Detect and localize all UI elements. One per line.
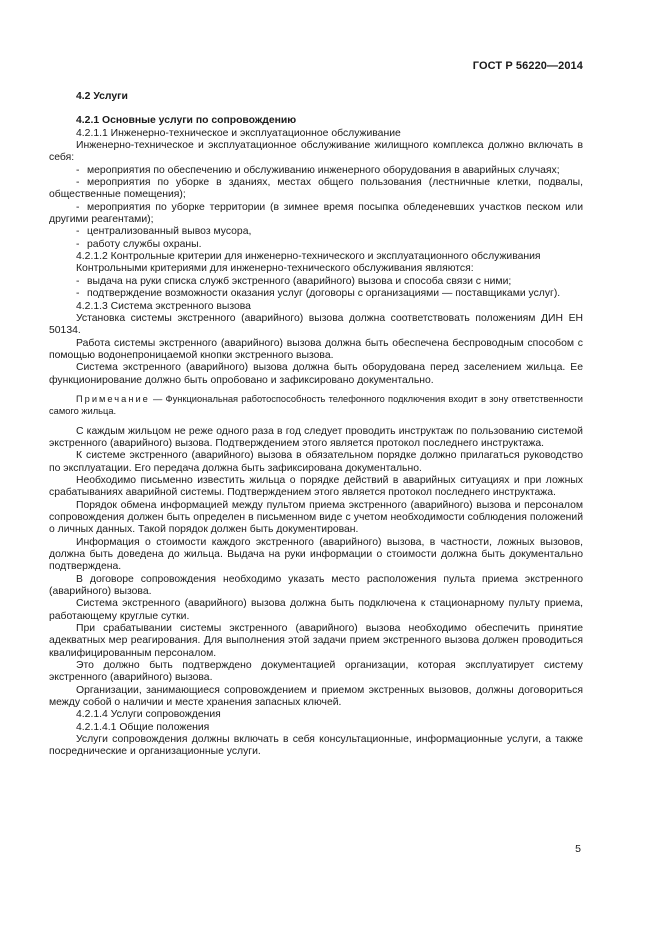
dash-marker: -	[76, 238, 80, 250]
paragraph: Система экстренного (аварийного) вызова должна быть подключена к стационарному пульту приема, работающему круглые сутки.	[49, 598, 583, 622]
document-body	[49, 91, 583, 759]
paragraph: 4.2.1.3 Система экстренного вызова	[76, 300, 251, 312]
paragraph: Инженерно-техническое и эксплуатационное обслуживание жилищного комплекса должно включать в себя:	[49, 140, 583, 164]
list-item: - выдача на руки списка служб экстренного (аварийного) вызова и способа связи с ними;	[76, 275, 512, 287]
paragraph: Контрольными критериями для инженерно-технического обслуживания являются:	[76, 263, 474, 275]
paragraph: Услуги сопровождения должны включать в себя консультационные, информационные услуги, а также посреднические и организационные услуги.	[49, 734, 583, 758]
note	[49, 393, 583, 418]
paragraph: С каждым жильцом не реже одного раза в год следует проводить инструктаж по пользованию системой экстренного (аварийного) вызова. Подтверждением этого является протокол последнего инструктажа.	[49, 425, 583, 449]
dash-marker: -	[76, 275, 80, 287]
note-label: Примечание	[76, 393, 150, 404]
dash-marker: -	[76, 164, 80, 176]
dash-marker: -	[76, 226, 80, 238]
paragraph: Необходимо письменно известить жильца о порядке действий в аварийных ситуациях и при ложных срабатываниях аварийной системы. Подтверждением этого является протокол последнего инструктажа.	[49, 474, 583, 499]
document-code: ГОСТ Р 56220—2014	[472, 60, 583, 72]
paragraph: В договоре сопровождения необходимо указать место расположения пульта приема экстренного (аварийного) вызова.	[49, 573, 583, 597]
note-text: — Функциональная работоспособность телефонного подключения входит в зону ответственности самого жильца.	[49, 393, 583, 417]
list-item: - централизованный вывоз мусора,	[76, 226, 252, 238]
paragraph: 4.2.1.4 Услуги сопровождения	[76, 709, 221, 721]
list-item: - подтверждение возможности оказания услуг (договоры с организациями — поставщиками услуг).	[76, 288, 561, 300]
paragraph: Установка системы экстренного (аварийного) вызова должна соответствовать положениям ДИН ЕН 50134.	[49, 312, 583, 337]
paragraph: 4.2.1.4.1 Общие положения	[76, 721, 210, 733]
paragraph: Работа системы экстренного (аварийного) вызова должна быть обеспечена беспроводным способом с помощью водонепроницаемой кнопки экстренного вызова.	[49, 337, 583, 361]
section-heading-4-2: 4.2 Услуги	[76, 91, 128, 102]
dash-marker: -	[76, 177, 80, 189]
paragraph: 4.2.1.2 Контрольные критерии для инженерно-технического и эксплуатационного обслуживания	[76, 251, 541, 263]
paragraph: Организации, занимающиеся сопровождением и приемом экстренных вызовов, должны договориться между собой о наличии и месте хранения запасных ключей.	[49, 684, 583, 709]
page-number: 5	[575, 843, 581, 855]
paragraph: 4.2.1.1 Инженерно-техническое и эксплуатационное обслуживание	[76, 127, 401, 139]
dash-marker: -	[76, 201, 80, 213]
paragraph: Информация о стоимости каждого экстренного (аварийного) вызова, в частности, ложных вызовов, должна быть доведена до жильца. Выдача на руки информации о стоимости должна быть документально подтверждена.	[49, 536, 583, 573]
paragraph: Порядок обмена информацией между пультом приема экстренного (аварийного) вызова и персоналом сопровождения должен быть определен в письменном виде с учетом необходимости соблюдения положений о личных данных. Такой порядок должен быть документирован.	[49, 499, 583, 536]
list-item: - мероприятия по обеспечению и обслуживанию инженерного оборудования в аварийных случаях;	[76, 164, 560, 176]
list-item: - работу службы охраны.	[76, 238, 202, 250]
paragraph: К системе экстренного (аварийного) вызова в обязательном порядке должно прилагаться руководство по эксплуатации. Его передача должна быть зафиксирована документально.	[49, 450, 583, 474]
paragraph: При срабатывании системы экстренного (аварийного) вызова необходимо обеспечить принятие адекватных мер реагирования. Для выполнения этой задачи прием экстренного вызова должен проводиться квалифицированным персоналом.	[49, 623, 583, 659]
paragraph: Система экстренного (аварийного) вызова должна быть оборудована перед заселением жильца. Ее функционирование должно быть опробовано и зафиксировано документально.	[49, 362, 583, 386]
list-item: - мероприятия по уборке в зданиях, местах общего пользования (лестничные клетки, подвалы, общественные помещения);	[49, 177, 583, 201]
section-heading-4-2-1: 4.2.1 Основные услуги по сопровождению	[76, 115, 297, 127]
paragraph: Это должно быть подтверждено документацией организации, которая эксплуатирует систему экстренного (аварийного) вызова.	[49, 660, 583, 684]
list-item: - мероприятия по уборке территории (в зимнее время посыпка обледеневших участков песком или другими реагентами);	[49, 201, 583, 226]
dash-marker: -	[76, 288, 80, 300]
